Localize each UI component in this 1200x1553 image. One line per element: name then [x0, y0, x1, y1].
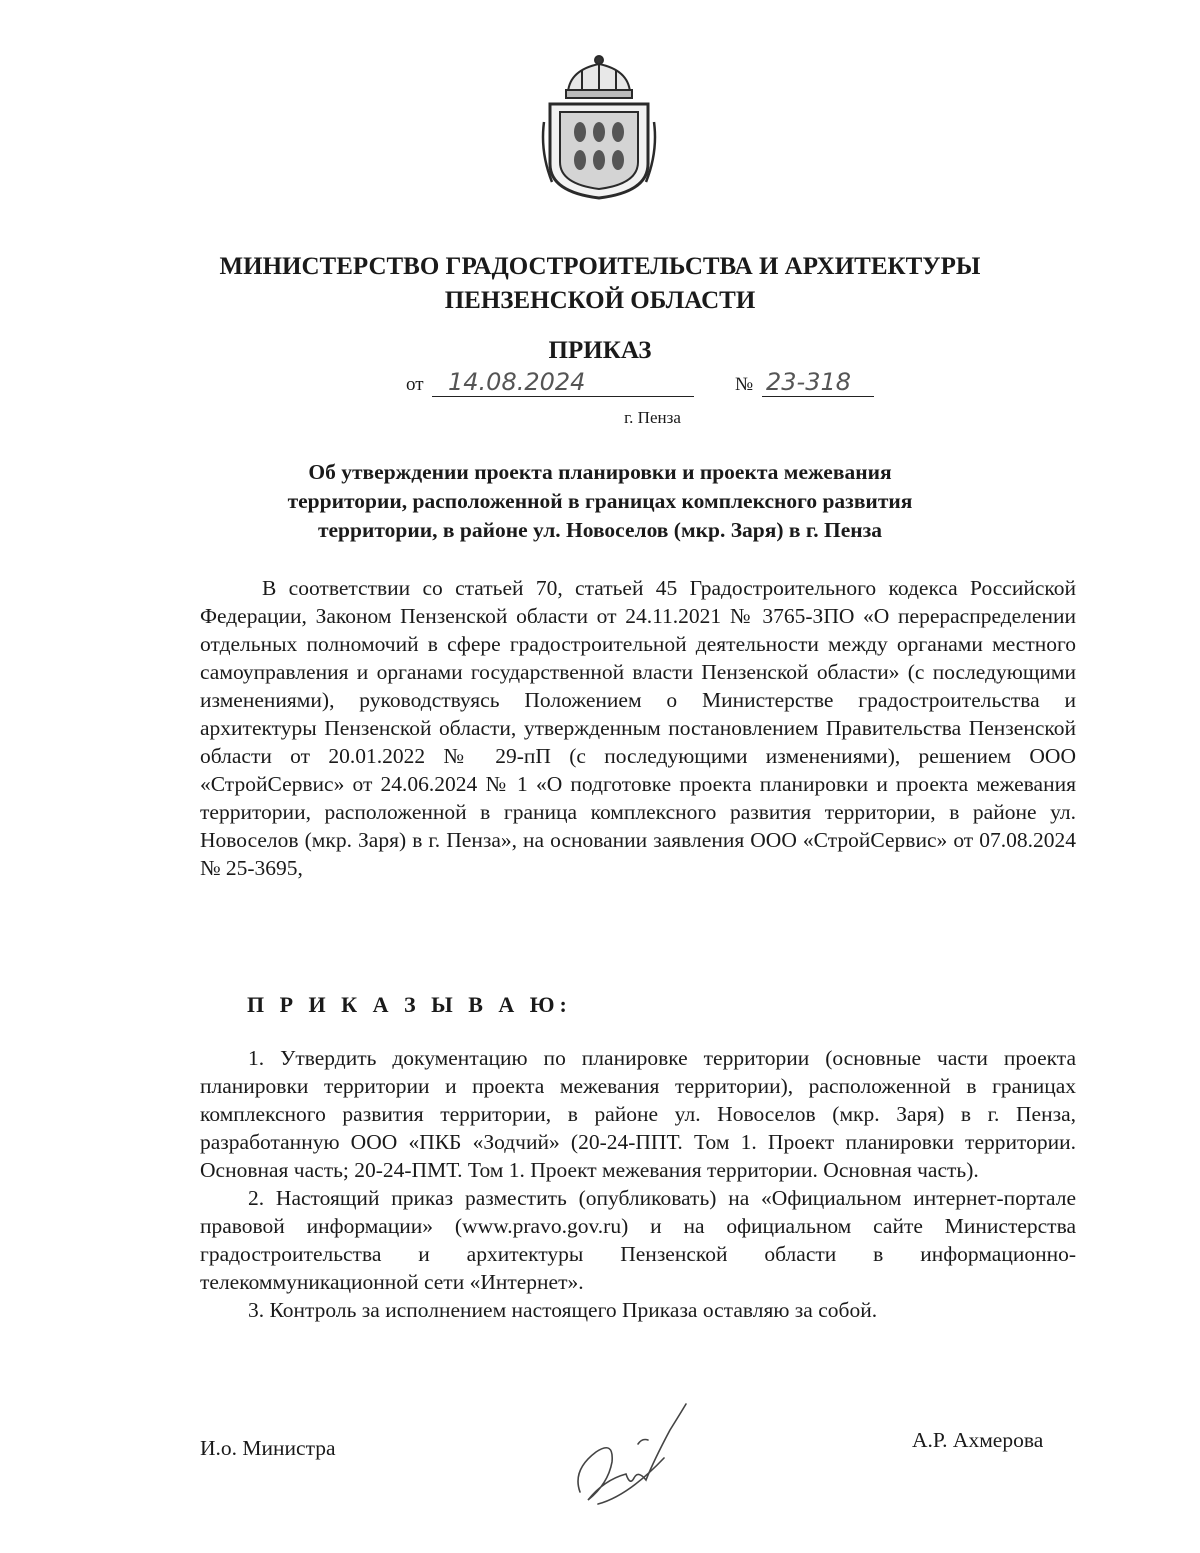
ministry-name	[0, 250, 1200, 318]
coat-of-arms-emblem	[538, 52, 660, 202]
order-item-2: 2. Настоящий приказ разместить (опубликовать) на «Официальном интернет-портале правовой информации» (www.pravo.gov.ru) и на официальном сайте Министерства градостроительства и архитектуры Пензенской области в информационно-телекоммуникационной сети «Интернет».	[200, 1186, 1076, 1294]
subject-line-2: территории, расположенной в границах комплексного развития	[287, 489, 913, 513]
handwritten-signature	[568, 1400, 698, 1512]
preamble-paragraph: В соответствии со статьей 70, статьей 45 Градостроительного кодекса Российской Федерации, Законом Пензенской области от 24.11.2021 № 3765-ЗПО «О перераспределении отдельных полномочий в сфере градостроительной деятельности между органами местного самоуправления и органами государственной власти Пензенской области» (с последующими изменениями), руководствуясь Положением о Министерстве градостроительства и архитектуры Пензенской области, утвержденным постановлением Правительства Пензенской области от 20.01.2022 № 29-пП (с последующими изменениями), решением ООО «СтройСервис» от 24.06.2024 № 1 «О подготовке проекта планировки и проекта межевания территории, расположенной в граница комплексного развития территории, в районе ул. Новоселов (мкр. Заря) в г. Пенза», на основании заявления ООО «СтройСервис» от 07.08.2024 № 25-3695,	[200, 576, 1076, 880]
ministry-line-1: МИНИСТЕРСТВО ГРАДОСТРОИТЕЛЬСТВА И АРХИТЕКТУРЫ	[219, 253, 981, 280]
date-underline	[432, 396, 694, 397]
ministry-line-2: ПЕНЗЕНСКОЙ ОБЛАСТИ	[444, 287, 756, 314]
date-prefix: от	[406, 374, 424, 395]
handwritten-date: 14.08.2024	[448, 368, 586, 396]
date-number-line	[400, 368, 900, 400]
signer-name: А.Р. Ахмерова	[912, 1428, 1044, 1452]
handwritten-number: 23-318	[766, 368, 852, 396]
order-keyword: П Р И К А З Ы В А Ю:	[247, 992, 572, 1017]
order-item-3: 3. Контроль за исполнением настоящего Приказа оставляю за собой.	[248, 1298, 878, 1322]
subject-line-1: Об утверждении проекта планировки и проекта межевания	[308, 460, 892, 484]
order-subject	[0, 458, 1200, 545]
subject-line-3: территории, в районе ул. Новоселов (мкр. Заря) в г. Пенза	[317, 518, 883, 542]
number-underline	[762, 396, 874, 397]
document-type-title: ПРИКАЗ	[548, 337, 652, 364]
order-items	[200, 1044, 1076, 1324]
number-prefix: №	[735, 374, 754, 395]
signer-position: И.о. Министра	[200, 1436, 336, 1460]
city-label: г. Пенза	[624, 408, 681, 427]
order-item-1: 1. Утвердить документацию по планировке территории (основные части проекта планировки территории и проекта межевания территории), расположенной в границах комплексного развития территории, в районе ул. Новоселов (мкр. Заря) в г. Пенза, разработанную ООО «ПКБ «Зодчий» (20-24-ППТ. Том 1. Проект планировки территории. Основная часть; 20-24-ПМТ. Том 1. Проект межевания территории. Основная часть).	[200, 1046, 1076, 1182]
